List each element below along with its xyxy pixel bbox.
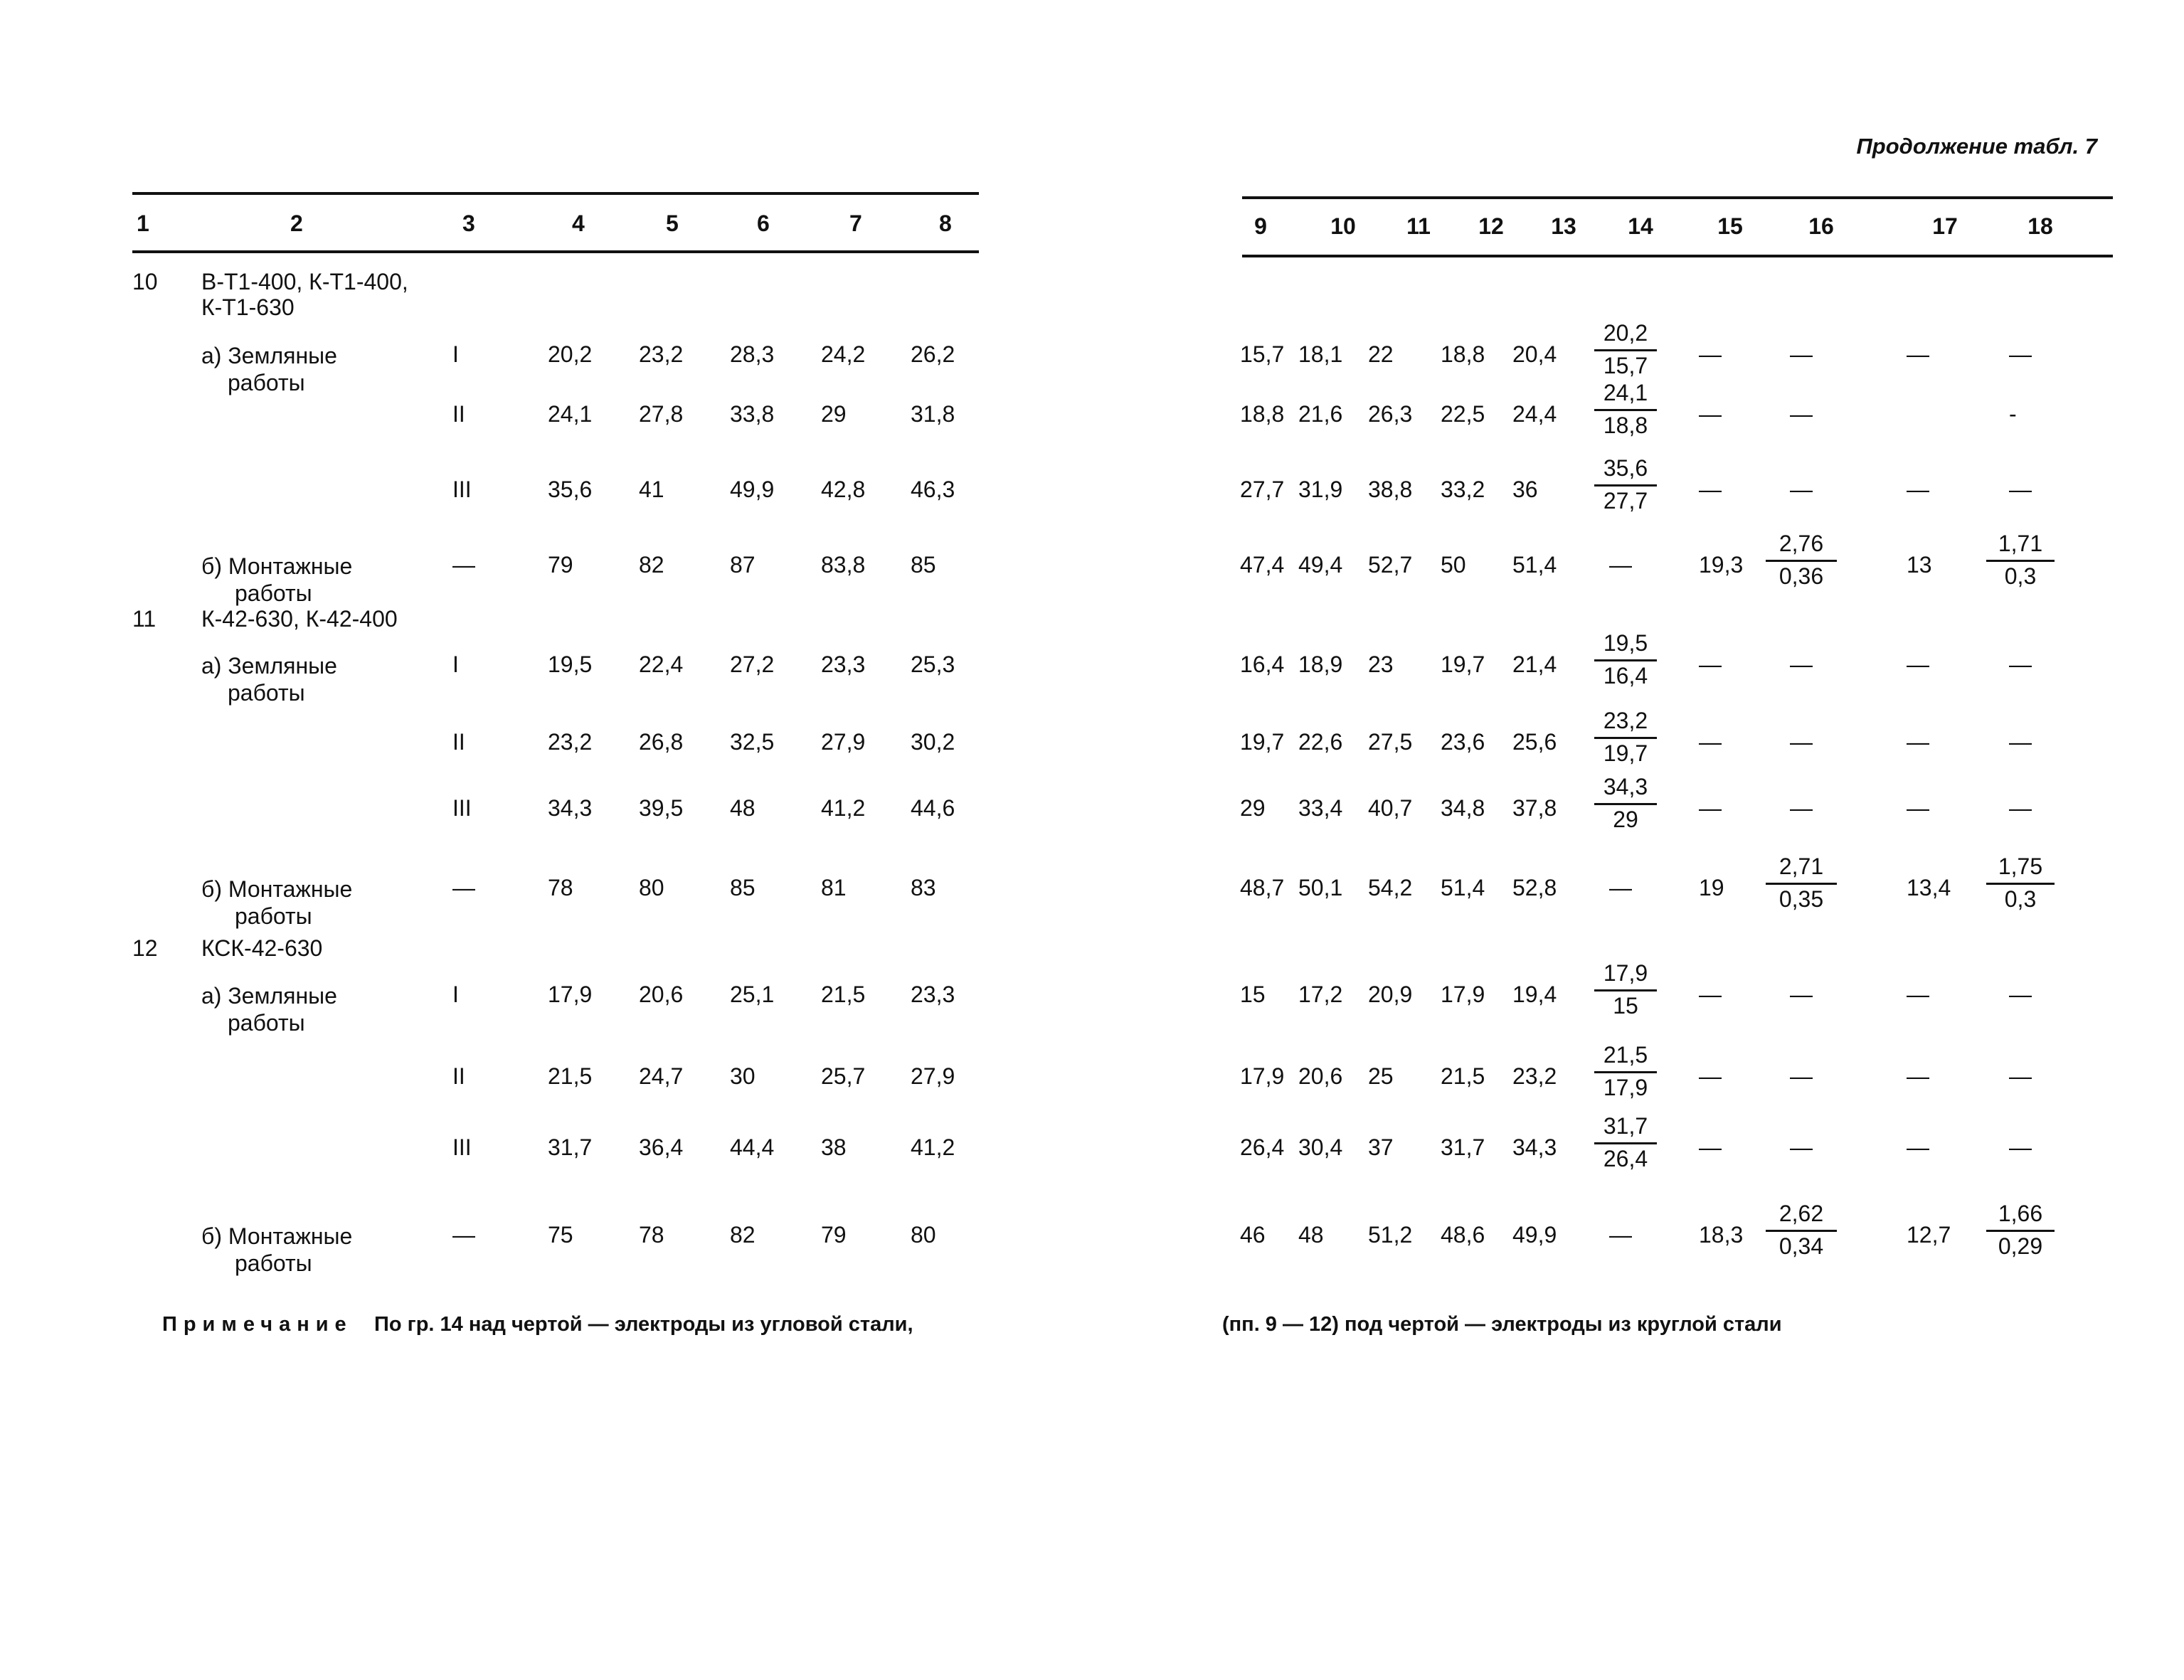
table-cell: — — [1699, 729, 1722, 755]
fraction-bar — [1766, 560, 1837, 562]
table-cell: 37 — [1368, 1134, 1394, 1160]
table-cell: 79 — [821, 1222, 847, 1248]
electrode-fraction-14 — [1594, 1113, 1657, 1172]
table-cell: 20,6 — [1298, 1063, 1343, 1089]
table-cell: 51,4 — [1441, 875, 1485, 900]
table-cell: 16,4 — [1240, 652, 1285, 677]
table-cell: 23,2 — [639, 341, 684, 367]
fraction-numerator: 17,9 — [1603, 960, 1648, 986]
table-cell: — — [1790, 341, 1813, 367]
grade-cell: III — [452, 477, 472, 502]
column-header-5: 5 — [666, 211, 679, 236]
table-cell: — — [2009, 652, 2032, 677]
table-cell: 13 — [1907, 552, 1932, 578]
table-cell: 34,3 — [548, 795, 593, 821]
fraction-bar — [1594, 1071, 1657, 1073]
fraction-numerator: 2,76 — [1779, 531, 1824, 556]
table-cell: 23,2 — [1512, 1063, 1557, 1089]
table-cell: — — [1907, 1134, 1929, 1160]
table-cell: — — [1699, 477, 1722, 502]
table-cell: 30,4 — [1298, 1134, 1343, 1160]
table-cell: 19,5 — [548, 652, 593, 677]
table-cell: 17,9 — [548, 982, 593, 1007]
table-cell: 49,9 — [1512, 1222, 1557, 1248]
table-cell: 47,4 — [1240, 552, 1285, 578]
table-cell: 26,4 — [1240, 1134, 1285, 1160]
fraction-bar — [1986, 1230, 2055, 1232]
left-table-top-rule — [132, 192, 979, 195]
grade-cell: — — [452, 552, 475, 578]
table-cell: 17,9 — [1240, 1063, 1285, 1089]
grade-cell: I — [452, 982, 459, 1007]
work-type-label: работы — [228, 680, 305, 706]
table-cell: 12,7 — [1907, 1222, 1951, 1248]
table-cell: 38,8 — [1368, 477, 1413, 502]
fraction-bar — [1986, 560, 2055, 562]
work-type-label: работы — [235, 1250, 312, 1276]
fraction-numerator: 21,5 — [1603, 1042, 1648, 1068]
table-cell: 21,5 — [1441, 1063, 1485, 1089]
table-cell: — — [1790, 1134, 1813, 1160]
table-cell: 17,9 — [1441, 982, 1485, 1007]
table-cell: — — [1790, 982, 1813, 1007]
table-cell: — — [2009, 341, 2032, 367]
fraction-bar — [1986, 883, 2055, 885]
table-cell: 32,5 — [730, 729, 775, 755]
table-cell: 26,8 — [639, 729, 684, 755]
fraction-bar — [1594, 659, 1657, 661]
group-number: 10 — [132, 269, 158, 294]
note-text-right: (пп. 9 — 12) под чертой — электроды из круглой стали — [1222, 1313, 1782, 1336]
fraction-denominator: 0,34 — [1779, 1233, 1824, 1259]
table-cell: 41,2 — [911, 1134, 955, 1160]
grade-cell: — — [452, 1222, 475, 1248]
table-cell: 18,8 — [1441, 341, 1485, 367]
table-cell: 40,7 — [1368, 795, 1413, 821]
table-cell: — — [1907, 729, 1929, 755]
electrode-fraction-14 — [1594, 320, 1657, 379]
table-fraction-18 — [1986, 1201, 2055, 1260]
column-header-15: 15 — [1717, 213, 1743, 239]
work-type-label: а) Земляные — [201, 983, 337, 1009]
table-cell: 21,5 — [548, 1063, 593, 1089]
table-cell: — — [1790, 795, 1813, 821]
table-cell: 36,4 — [639, 1134, 684, 1160]
table-cell: 34,8 — [1441, 795, 1485, 821]
group-number: 11 — [132, 606, 157, 632]
table-cell: 28,3 — [730, 341, 775, 367]
electrode-fraction-14 — [1594, 774, 1657, 833]
electrode-fraction-14 — [1594, 455, 1657, 514]
table-cell: — — [1907, 1063, 1929, 1089]
fraction-denominator: 19,7 — [1603, 740, 1648, 766]
table-cell: 78 — [639, 1222, 664, 1248]
grade-cell: III — [452, 795, 472, 821]
table-cell: 20,2 — [548, 341, 593, 367]
table-cell: 20,6 — [639, 982, 684, 1007]
electrode-fraction-14 — [1594, 708, 1657, 767]
table-cell: 18,3 — [1699, 1222, 1744, 1248]
table-cell: 19,7 — [1441, 652, 1485, 677]
table-cell: 26,3 — [1368, 401, 1413, 427]
table-cell: 48 — [1298, 1222, 1324, 1248]
table-cell: — — [1907, 477, 1929, 502]
table-fraction-18 — [1986, 854, 2055, 913]
table-cell: 31,7 — [1441, 1134, 1485, 1160]
table-cell: 49,9 — [730, 477, 775, 502]
table-cell: 80 — [911, 1222, 936, 1248]
table-cell: 29 — [821, 401, 847, 427]
table-cell: 50,1 — [1298, 875, 1343, 900]
table-cell: 25,1 — [730, 982, 775, 1007]
fraction-numerator: 2,71 — [1779, 854, 1824, 879]
fraction-denominator: 0,3 — [2004, 563, 2037, 589]
table-cell: — — [2009, 1063, 2032, 1089]
table-cell: — — [1790, 1063, 1813, 1089]
table-cell: 46 — [1240, 1222, 1266, 1248]
table-cell: 33,4 — [1298, 795, 1343, 821]
table-cell: — — [1699, 795, 1722, 821]
left-table-header-rule — [132, 250, 979, 253]
table-cell: 23 — [1368, 652, 1394, 677]
table-cell: 21,6 — [1298, 401, 1343, 427]
table-cell: 51,2 — [1368, 1222, 1413, 1248]
fraction-numerator: 35,6 — [1603, 455, 1648, 481]
column-header-7: 7 — [849, 211, 862, 236]
table-cell: 22,6 — [1298, 729, 1343, 755]
work-type-label: работы — [228, 1010, 305, 1036]
electrode-fraction-14 — [1594, 630, 1657, 689]
table-cell: 30,2 — [911, 729, 955, 755]
group-name: К-Т1-630 — [201, 294, 295, 320]
table-cell: 82 — [639, 552, 664, 578]
table-cell: — — [1699, 1134, 1722, 1160]
table-cell: 81 — [821, 875, 847, 900]
table-cell: 23,6 — [1441, 729, 1485, 755]
table-cell: 15 — [1240, 982, 1266, 1007]
table-cell: 22,4 — [639, 652, 684, 677]
table-cell: 41 — [639, 477, 664, 502]
table-cell: — — [1907, 795, 1929, 821]
table-cell: — — [2009, 1134, 2032, 1160]
table-cell: 42,8 — [821, 477, 866, 502]
fraction-bar — [1594, 803, 1657, 805]
column-header-8: 8 — [939, 211, 952, 236]
table-cell: — — [2009, 729, 2032, 755]
table-cell: 24,4 — [1512, 401, 1557, 427]
table-cell: 25 — [1368, 1063, 1394, 1089]
fraction-bar — [1594, 989, 1657, 991]
fraction-numerator: 34,3 — [1603, 774, 1648, 799]
table-cell: 15,7 — [1240, 341, 1285, 367]
table-cell: 25,3 — [911, 652, 955, 677]
table-fraction-16 — [1766, 854, 1837, 913]
work-type-label: а) Земляные — [201, 343, 337, 368]
fraction-numerator: 1,71 — [1998, 531, 2043, 556]
column-header-16: 16 — [1808, 213, 1834, 239]
table-cell: 27,7 — [1240, 477, 1285, 502]
fraction-numerator: 2,62 — [1779, 1201, 1824, 1226]
table-cell: — — [1790, 729, 1813, 755]
table-cell: 46,3 — [911, 477, 955, 502]
table-cell: 78 — [548, 875, 573, 900]
table-cell: — — [2009, 795, 2032, 821]
work-type-label: б) Монтажные — [201, 553, 353, 579]
table-cell: — — [2009, 477, 2032, 502]
table-cell: 22 — [1368, 341, 1394, 367]
fraction-numerator: 20,2 — [1603, 320, 1648, 346]
column-header-3: 3 — [462, 211, 475, 236]
table-cell: 36 — [1512, 477, 1538, 502]
table-cell: 27,8 — [639, 401, 684, 427]
table-cell: 30 — [730, 1063, 756, 1089]
table-cell: 38 — [821, 1134, 847, 1160]
table-cell: 24,2 — [821, 341, 866, 367]
fraction-denominator: 29 — [1613, 807, 1638, 832]
table-cell: 21,4 — [1512, 652, 1557, 677]
fraction-bar — [1594, 484, 1657, 487]
table-cell: — — [1609, 1222, 1632, 1248]
grade-cell: — — [452, 875, 475, 900]
table-cell: 48,6 — [1441, 1222, 1485, 1248]
table-cell: 54,2 — [1368, 875, 1413, 900]
table-cell: 80 — [639, 875, 664, 900]
table-cell: 44,6 — [911, 795, 955, 821]
table-cell: 26,2 — [911, 341, 955, 367]
table-cell: 52,7 — [1368, 552, 1413, 578]
table-cell: — — [2009, 982, 2032, 1007]
fraction-denominator: 0,35 — [1779, 886, 1824, 912]
table-cell: 23,3 — [821, 652, 866, 677]
fraction-denominator: 18,8 — [1603, 413, 1648, 438]
fraction-denominator: 16,4 — [1603, 663, 1648, 689]
table-cell: — — [1699, 982, 1722, 1007]
table-cell: — — [1907, 982, 1929, 1007]
table-cell: 19 — [1699, 875, 1724, 900]
table-cell: 37,8 — [1512, 795, 1557, 821]
table-cell: — — [1699, 1063, 1722, 1089]
fraction-denominator: 17,9 — [1603, 1075, 1648, 1100]
table-cell: 19,7 — [1240, 729, 1285, 755]
table-cell: 48 — [730, 795, 756, 821]
table-cell: — — [1609, 552, 1632, 578]
fraction-numerator: 24,1 — [1603, 380, 1648, 405]
table-cell: — — [1699, 652, 1722, 677]
fraction-bar — [1594, 1142, 1657, 1144]
table-cell: 48,7 — [1240, 875, 1285, 900]
grade-cell: I — [452, 652, 459, 677]
table-cell: 87 — [730, 552, 756, 578]
table-cell: 41,2 — [821, 795, 866, 821]
table-cell: — — [1907, 652, 1929, 677]
electrode-fraction-14 — [1594, 380, 1657, 439]
table-cell: 50 — [1441, 552, 1466, 578]
right-table-header-rule — [1242, 255, 2113, 257]
table-cell: 82 — [730, 1222, 756, 1248]
table-cell: 27,9 — [911, 1063, 955, 1089]
fraction-bar — [1594, 409, 1657, 411]
table-cell: — — [1907, 341, 1929, 367]
column-header-9: 9 — [1254, 213, 1267, 239]
grade-cell: I — [452, 341, 459, 367]
grade-cell: II — [452, 1063, 465, 1089]
table-cell: — — [1699, 341, 1722, 367]
table-cell: 35,6 — [548, 477, 593, 502]
table-cell: 19,4 — [1512, 982, 1557, 1007]
fraction-numerator: 19,5 — [1603, 630, 1648, 656]
table-fraction-18 — [1986, 531, 2055, 590]
table-continuation-caption: Продолжение табл. 7 — [1856, 134, 2097, 159]
fraction-numerator: 31,7 — [1603, 1113, 1648, 1139]
fraction-bar — [1594, 737, 1657, 739]
table-cell: 31,7 — [548, 1134, 593, 1160]
table-cell: 27,5 — [1368, 729, 1413, 755]
note-label: Примечание — [162, 1313, 353, 1336]
table-cell: — — [1609, 875, 1632, 900]
table-cell: 21,5 — [821, 982, 866, 1007]
table-cell: 34,3 — [1512, 1134, 1557, 1160]
work-type-label: а) Земляные — [201, 653, 337, 679]
table-cell: 13,4 — [1907, 875, 1951, 900]
table-cell: 79 — [548, 552, 573, 578]
column-header-13: 13 — [1551, 213, 1576, 239]
table-cell: 25,7 — [821, 1063, 866, 1089]
table-cell: 75 — [548, 1222, 573, 1248]
work-type-label: работы — [235, 580, 312, 606]
table-cell: 33,2 — [1441, 477, 1485, 502]
table-cell: — — [1790, 401, 1813, 427]
table-cell: 44,4 — [730, 1134, 775, 1160]
table-cell: 24,1 — [548, 401, 593, 427]
table-cell: 18,9 — [1298, 652, 1343, 677]
table-cell: 33,8 — [730, 401, 775, 427]
grade-cell: III — [452, 1134, 472, 1160]
table-cell: 27,9 — [821, 729, 866, 755]
table-cell: — — [1699, 401, 1722, 427]
column-header-1: 1 — [137, 211, 149, 236]
column-header-6: 6 — [757, 211, 770, 236]
grade-cell: II — [452, 401, 465, 427]
fraction-denominator: 27,7 — [1603, 488, 1648, 514]
table-cell: 20,4 — [1512, 341, 1557, 367]
right-table-top-rule — [1242, 196, 2113, 199]
column-header-11: 11 — [1406, 213, 1431, 239]
table-cell: — — [1790, 477, 1813, 502]
work-type-label: б) Монтажные — [201, 876, 353, 902]
table-cell: 83 — [911, 875, 936, 900]
table-cell: 24,7 — [639, 1063, 684, 1089]
table-cell: 17,2 — [1298, 982, 1343, 1007]
table-fraction-16 — [1766, 1201, 1837, 1260]
column-header-14: 14 — [1628, 213, 1653, 239]
table-cell: 25,6 — [1512, 729, 1557, 755]
table-cell: 29 — [1240, 795, 1266, 821]
note-text-left: По гр. 14 над чертой — электроды из угловой стали, — [374, 1313, 913, 1336]
table-cell: - — [2009, 401, 2017, 427]
table-cell: 83,8 — [821, 552, 866, 578]
table-cell: 49,4 — [1298, 552, 1343, 578]
group-name: В-Т1-400, К-Т1-400, — [201, 269, 408, 294]
work-type-label: работы — [235, 903, 312, 929]
table-cell: 23,3 — [911, 982, 955, 1007]
table-cell: 85 — [730, 875, 756, 900]
table-cell: 22,5 — [1441, 401, 1485, 427]
group-name: КСК-42-630 — [201, 935, 323, 961]
table-cell: — — [1790, 652, 1813, 677]
table-cell: 31,9 — [1298, 477, 1343, 502]
table-cell: 23,2 — [548, 729, 593, 755]
electrode-fraction-14 — [1594, 960, 1657, 1019]
column-header-18: 18 — [2027, 213, 2053, 239]
table-cell: 19,3 — [1699, 552, 1744, 578]
table-cell: 18,1 — [1298, 341, 1343, 367]
fraction-bar — [1766, 883, 1837, 885]
work-type-label: работы — [228, 370, 305, 395]
table-cell: 85 — [911, 552, 936, 578]
fraction-numerator: 23,2 — [1603, 708, 1648, 733]
column-header-17: 17 — [1932, 213, 1958, 239]
table-cell: 39,5 — [639, 795, 684, 821]
column-header-4: 4 — [572, 211, 585, 236]
group-name: К-42-630, К-42-400 — [201, 606, 398, 632]
fraction-denominator: 15 — [1613, 993, 1638, 1019]
grade-cell: II — [452, 729, 465, 755]
fraction-denominator: 15,7 — [1603, 353, 1648, 378]
fraction-numerator: 1,66 — [1998, 1201, 2043, 1226]
fraction-denominator: 0,29 — [1998, 1233, 2043, 1259]
fraction-denominator: 26,4 — [1603, 1146, 1648, 1171]
table-cell: 27,2 — [730, 652, 775, 677]
column-header-12: 12 — [1478, 213, 1504, 239]
fraction-bar — [1766, 1230, 1837, 1232]
table-cell: 31,8 — [911, 401, 955, 427]
column-header-10: 10 — [1330, 213, 1356, 239]
work-type-label: б) Монтажные — [201, 1223, 353, 1249]
table-cell: 20,9 — [1368, 982, 1413, 1007]
table-cell: 52,8 — [1512, 875, 1557, 900]
table-fraction-16 — [1766, 531, 1837, 590]
table-cell: 51,4 — [1512, 552, 1557, 578]
fraction-bar — [1594, 349, 1657, 351]
fraction-numerator: 1,75 — [1998, 854, 2043, 879]
fraction-denominator: 0,3 — [2004, 886, 2037, 912]
group-number: 12 — [132, 935, 158, 961]
electrode-fraction-14 — [1594, 1042, 1657, 1101]
table-cell: 18,8 — [1240, 401, 1285, 427]
column-header-2: 2 — [290, 211, 303, 236]
fraction-denominator: 0,36 — [1779, 563, 1824, 589]
